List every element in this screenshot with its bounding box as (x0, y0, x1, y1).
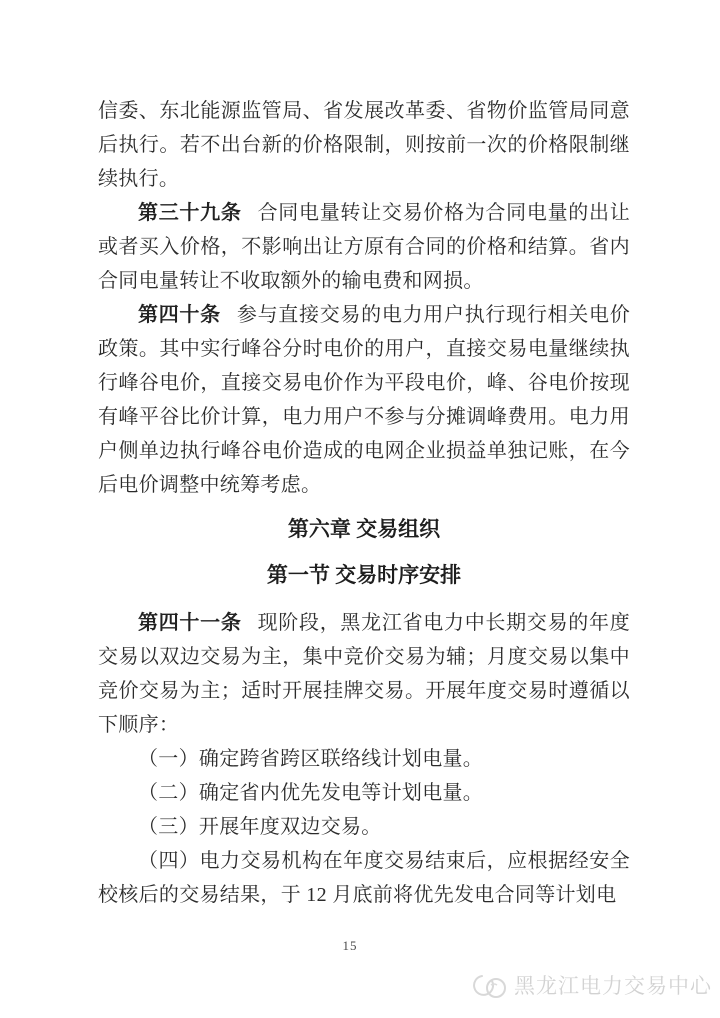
paragraph-text: 合同电量转让交易价格为合同电量的出让或者买入价格，不影响出让方原有合同的价格和结算。省内合同电量转让不收取额外的输电费和网损。 (98, 202, 631, 292)
chapter-heading: 第六章 交易组织 (287, 517, 441, 541)
page-number: 15 (342, 938, 358, 953)
paragraph-text: 参与直接交易的电力用户执行现行相关电价政策。其中实行峰谷分时电价的用户，直接交易电量继续执行峰谷电价，直接交易电价作为平段电价，峰、谷电价按现有峰平谷比价计算，电力用户不参与分摊调峰费用。电力用户侧单边执行峰谷电价造成的电网企业损益单独记账，在今后电价调整中统筹考虑。 (98, 304, 630, 496)
paragraph-text: （四）电力交易机构在年度交易结束后，应根据经安全校核后的交易结果，于 12 月底前将优先发电合同等计划电 (98, 850, 630, 906)
document-content (98, 94, 630, 912)
paragraph-text: （二）确定省内优先发电等计划电量。 (138, 782, 484, 804)
paragraph-text: （三）开展年度双边交易。 (138, 816, 382, 838)
paragraph-text: （一）确定跨省跨区联络线计划电量。 (138, 748, 484, 770)
list-item-4 (98, 844, 630, 912)
paragraph-price-limit-continuation (98, 94, 630, 196)
list-item-3 (98, 810, 630, 844)
article-40-lead: 第四十条 (138, 304, 221, 326)
paragraph-article-41 (98, 606, 630, 742)
paragraph-article-40 (98, 298, 630, 502)
paragraph-article-39 (98, 196, 630, 298)
list-item-1 (98, 742, 630, 776)
trading-center-logo-icon (473, 972, 509, 1000)
paragraph-text: 信委、东北能源监管局、省发展改革委、省物价监管局同意后执行。若不出台新的价格限制，则按前一次的价格限制继续执行。 (98, 100, 630, 190)
paragraph-text: 现阶段，黑龙江省电力中长期交易的年度交易以双边交易为主，集中竞价交易为辅；月度交易以集中竞价交易为主；适时开展挂牌交易。开展年度交易时遵循以下顺序： (98, 612, 631, 736)
section-heading: 第一节 交易时序安排 (266, 563, 462, 587)
article-39-lead: 第三十九条 (138, 202, 242, 224)
list-item-2 (98, 776, 630, 810)
watermark-text: 黑龙江电力交易中心 (514, 974, 712, 998)
watermark (473, 972, 712, 1000)
article-41-lead: 第四十一条 (138, 612, 242, 634)
